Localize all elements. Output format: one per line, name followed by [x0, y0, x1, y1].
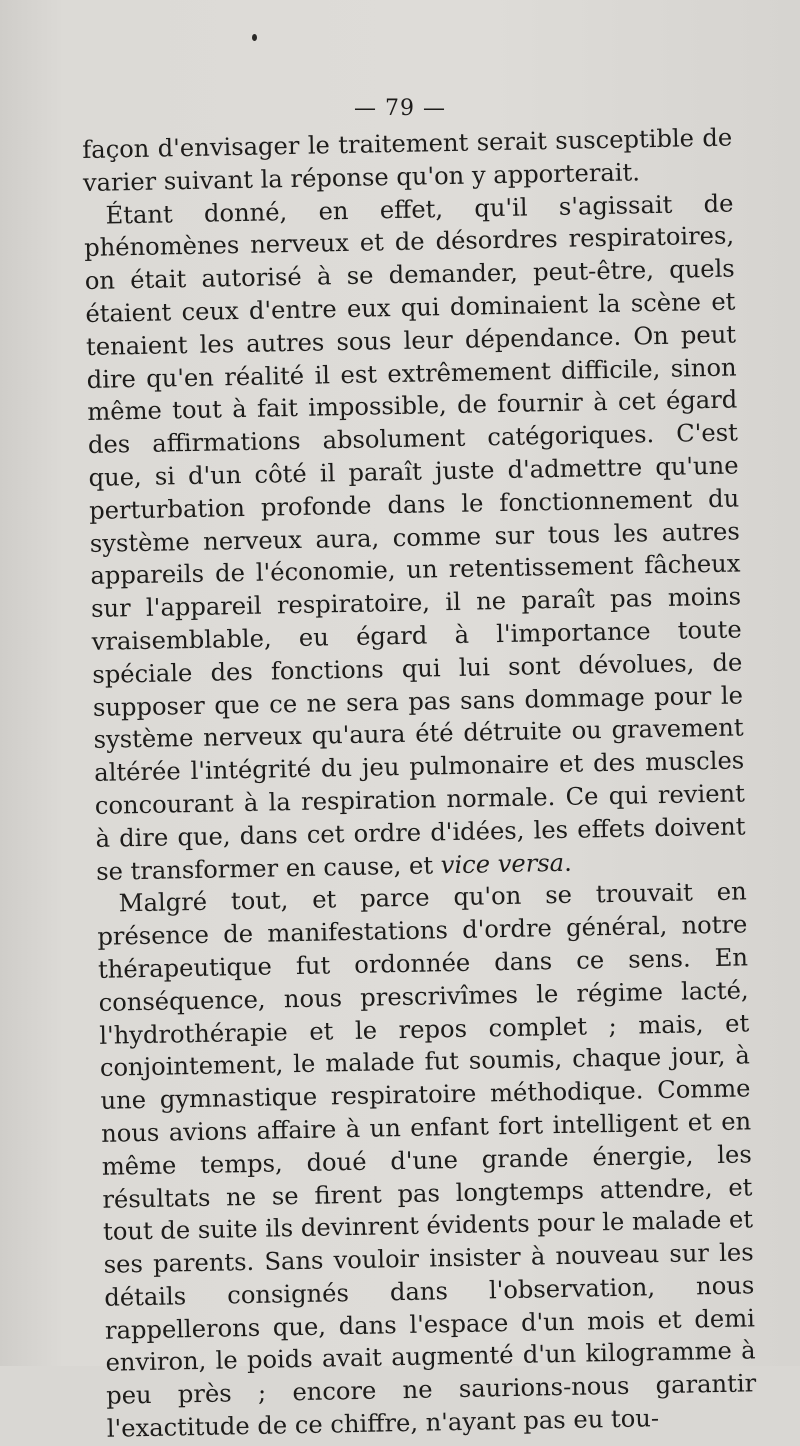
paragraph-3-text: Malgré tout, et parce qu'on se trouvait en présence de manifestations d'ordre général, notre thérapeutique fut ordonnée dans ce sens. En conséquence, nous prescrivîmes le régime lacté, l'hydrothérapie et le repos complet ; mais, et conjointement, le malade fut soumis, chaque jour, à une gymnastique respiratoire méthodique. Comme nous avions affaire à un enfant fort intelligent et en même temps, doué d'une grande énergie, les résultats ne se firent pas longtemps attendre, et tout de suite ils devinrent évidents pour le malade et ses parents. Sans vouloir insister à nouveau sur les détails consignés dans l'observation, nous rappellerons que, dans l'espace d'un mois et demi environ, le poids avait augmenté d'un kilogramme à peu près ; encore ne saurions-nous garantir l'exactitude de ce chiffre, n'ayant pas eu tou-: [97, 877, 757, 1443]
paragraph-2-text: Étant donné, en effet, qu'il s'agissait de phénomènes nerveux et de désordres respiratoires, on était autorisé à se demander, peut-être, quels étaient ceux d'entre eux qui dominaient la scène et tenaient les autres sous leur dépendance. On peut dire qu'en réalité il est extrêmement difficile, sinon même tout à fait impossible, de fournir à cet égard des affirmations absolument catégoriques. C'est que, si d'un côté il paraît juste d'admettre qu'une perturbation profonde dans le fonctionnement du système nerveux aura, comme sur tous les autres appareils de l'économie, un retentissement fâcheux sur l'appareil respiratoire, il ne paraît pas moins vraisemblable, eu égard à l'importance toute spéciale des fonctions qui lui sont dévolues, de supposer que ce ne sera pas sans dommage pour le système nerveux qu'aura été détruite ou gravement altérée l'intégrité du jeu pulmonaire et des muscles concourant à la respiration normale. Ce qui revient à dire que, dans cet ordre d'idées, les effets doivent se transformer en cause, et: [83, 189, 746, 886]
body-text: [82, 122, 757, 1446]
paragraph-2: [83, 187, 746, 888]
paragraph-2-tail: .: [563, 848, 573, 877]
paragraph-2-italic: vice versa: [440, 848, 565, 879]
paragraph-3: [96, 876, 757, 1446]
ink-speck: [252, 34, 257, 41]
paragraph-1: [82, 122, 733, 200]
paragraph-1-text: façon d'envisager le traitement serait susceptible de varier suivant la réponse qu'on y apporterait.: [82, 123, 733, 197]
page-number: — 79 —: [354, 96, 446, 121]
